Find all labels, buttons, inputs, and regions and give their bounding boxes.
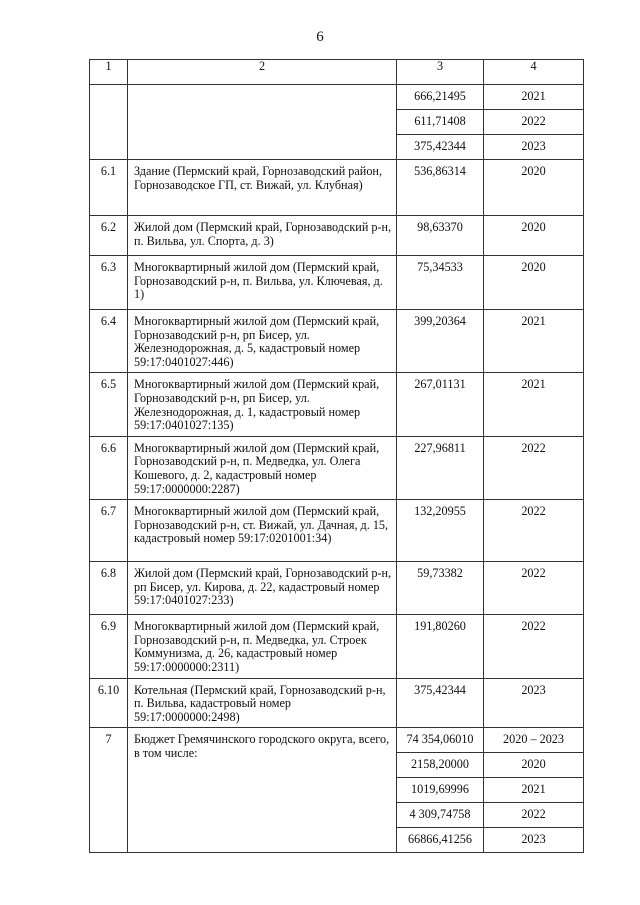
row-description: Жилой дом (Пермский край, Горнозаводский р-н, п. Вильва, ул. Спорта, д. 3) [128,216,397,256]
table-row [90,160,584,216]
year-cell: 2021 [484,373,584,436]
year-cell: 2022 [484,803,584,828]
year-cell: 2023 [484,828,584,853]
table-row [90,678,584,728]
value-cell: 267,01131 [397,373,484,436]
table-row [90,562,584,615]
table-row [90,216,584,256]
value-cell: 666,21495 [397,85,484,110]
header-col-2: 2 [128,60,397,85]
table-row [90,310,584,373]
year-cell: 2020 [484,256,584,310]
year-cell: 2020 [484,160,584,216]
table-row [90,373,584,436]
year-cell: 2021 [484,310,584,373]
value-cell: 98,63370 [397,216,484,256]
value-cell: 536,86314 [397,160,484,216]
row-number: 6.10 [90,678,128,728]
value-cell: 4 309,74758 [397,803,484,828]
row-number: 6.1 [90,160,128,216]
value-cell: 132,20955 [397,500,484,562]
table-row [90,728,584,753]
year-cell: 2020 [484,753,584,778]
year-cell: 2022 [484,562,584,615]
row-number: 6.5 [90,373,128,436]
year-cell: 2023 [484,678,584,728]
year-cell: 2022 [484,110,584,135]
row-description: Многоквартирный жилой дом (Пермский край, Горнозаводский р-н, п. Медведка, ул. Олега Кошевого, д. 2, кадастровый номер 59:17:0000000:2287) [128,436,397,499]
row-number: 6.2 [90,216,128,256]
year-cell: 2021 [484,778,584,803]
value-cell: 191,80260 [397,615,484,678]
table-header-row [90,60,584,85]
row-description: Многоквартирный жилой дом (Пермский край, Горнозаводский р-н, рп Бисер, ул. Железнодорожная, д. 5, кадастровый номер 59:17:0401027:446) [128,310,397,373]
header-col-1: 1 [90,60,128,85]
page-number: 6 [316,29,324,45]
year-cell: 2020 [484,216,584,256]
cont-num-cell [90,85,128,160]
header-col-4: 4 [484,60,584,85]
row-description: Многоквартирный жилой дом (Пермский край, Горнозаводский р-н, рп Бисер, ул. Железнодорожная, д. 1, кадастровый номер 59:17:0401027:135) [128,373,397,436]
value-cell: 375,42344 [397,678,484,728]
row-number: 6.7 [90,500,128,562]
row-number: 6.8 [90,562,128,615]
value-cell: 59,73382 [397,562,484,615]
year-cell: 2022 [484,615,584,678]
header-col-3: 3 [397,60,484,85]
row-description: Здание (Пермский край, Горнозаводский район, Горнозаводское ГП, ст. Вижай, ул. Клубная) [128,160,397,216]
year-cell: 2022 [484,500,584,562]
value-cell: 375,42344 [397,135,484,160]
row-description: Бюджет Гремячинского городского округа, всего, в том числе: [128,728,397,853]
year-cell: 2023 [484,135,584,160]
table-row [90,615,584,678]
row-description: Многоквартирный жилой дом (Пермский край, Горнозаводский р-н, п. Медведка, ул. Строек Коммунизма, д. 26, кадастровый номер 59:17:0000000:2311) [128,615,397,678]
year-cell: 2022 [484,436,584,499]
row-number: 6.3 [90,256,128,310]
row-number: 6.4 [90,310,128,373]
table-row [90,256,584,310]
year-cell: 2021 [484,85,584,110]
value-cell: 399,20364 [397,310,484,373]
year-cell: 2020 – 2023 [484,728,584,753]
value-cell: 66866,41256 [397,828,484,853]
table-row [90,85,584,110]
row-description: Котельная (Пермский край, Горнозаводский р-н, п. Вильва, кадастровый номер 59:17:0000000:2498) [128,678,397,728]
value-cell: 611,71408 [397,110,484,135]
row-number: 6.6 [90,436,128,499]
row-description: Многоквартирный жилой дом (Пермский край, Горнозаводский р-н, ст. Вижай, ул. Дачная, д. 15, кадастровый номер 59:17:0201001:34) [128,500,397,562]
value-cell: 74 354,06010 [397,728,484,753]
row-description: Многоквартирный жилой дом (Пермский край, Горнозаводский р-н, п. Вильва, ул. Ключевая, д. 1) [128,256,397,310]
value-cell: 2158,20000 [397,753,484,778]
table-row [90,436,584,499]
row-description: Жилой дом (Пермский край, Горнозаводский р-н, рп Бисер, ул. Кирова, д. 22, кадастровый номер 59:17:0401027:233) [128,562,397,615]
value-cell: 1019,69996 [397,778,484,803]
cont-desc-cell [128,85,397,160]
value-cell: 75,34533 [397,256,484,310]
row-number: 7 [90,728,128,853]
value-cell: 227,96811 [397,436,484,499]
funding-table [89,59,584,853]
table-row [90,500,584,562]
row-number: 6.9 [90,615,128,678]
